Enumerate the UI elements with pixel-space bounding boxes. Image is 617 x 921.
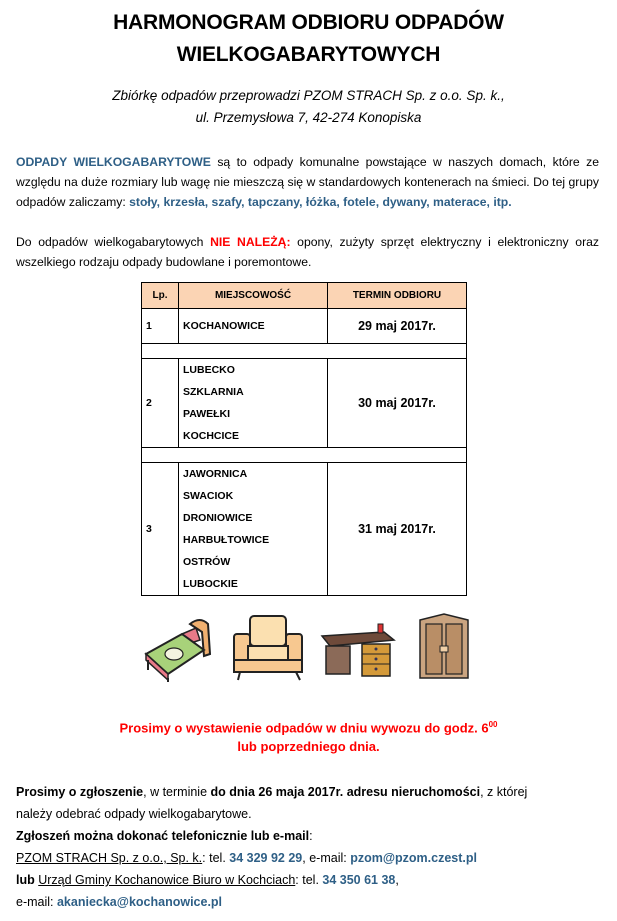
office-name: Urząd Gminy Kochanowice Biuro w Kochciach xyxy=(38,873,296,887)
row-places xyxy=(179,359,328,448)
bed-icon xyxy=(138,612,218,682)
contact-line-4 xyxy=(16,847,606,869)
table-row xyxy=(142,463,467,596)
contact-methods-label: Zgłoszeń można dokonać telefonicznie lub e-mail xyxy=(16,829,310,843)
text: lub xyxy=(16,873,35,887)
exclusions-emphasis: NIE NALEŻĄ: xyxy=(210,235,291,249)
office-phone-link[interactable]: 34 350 61 38 xyxy=(322,873,396,887)
text: : tel. xyxy=(202,851,230,865)
desk-icon xyxy=(318,612,398,682)
deadline: do dnia 26 maja 2017r. adresu nieruchomości xyxy=(210,785,481,799)
header-lp: Lp. xyxy=(142,283,179,309)
place-name: HARBUŁTOWICE xyxy=(183,534,270,546)
table-row xyxy=(142,359,467,448)
row-places xyxy=(179,309,328,344)
exclusions-paragraph xyxy=(16,232,599,272)
row-date: 29 maj 2017r. xyxy=(328,309,467,344)
wardrobe-icon xyxy=(414,612,474,682)
place-name: JAWORNICA xyxy=(183,468,248,480)
place-name: LUBECKO xyxy=(183,364,235,376)
place-name: PAWEŁKI xyxy=(183,408,231,420)
contact-line-5 xyxy=(16,869,606,891)
text: e-mail: xyxy=(16,895,57,909)
place-name: KOCHCICE xyxy=(183,430,240,442)
request-label: Prosimy o zgłoszenie xyxy=(16,785,144,799)
table-row xyxy=(142,309,467,344)
row-date: 30 maj 2017r. xyxy=(328,359,467,448)
row-lp: 2 xyxy=(142,359,179,448)
schedule-table xyxy=(141,282,467,596)
company-phone-link[interactable]: 34 329 92 29 xyxy=(229,851,303,865)
text: : xyxy=(309,829,313,843)
table-spacer-row xyxy=(142,344,467,359)
place-name: SZKLARNIA xyxy=(183,386,244,398)
place-name: KOCHANOWICE xyxy=(183,320,265,332)
row-lp: 1 xyxy=(142,309,179,344)
contact-line-6 xyxy=(16,891,606,913)
header-date: TERMIN ODBIORU xyxy=(328,283,467,309)
armchair-icon xyxy=(230,612,306,682)
exclusions-text: opony, zużyty sprzęt elektryczny i elektroniczny oraz wszelkiego rodzaju odpady budowlane i poremontowe. xyxy=(16,235,599,269)
place-name: LUBOCKIE xyxy=(183,578,238,590)
company-name: PZOM STRACH Sp. z o.o., Sp. k. xyxy=(16,851,203,865)
company-email-link[interactable]: pzom@pzom.czest.pl xyxy=(350,851,477,865)
page-title-line2: WIELKOGABARYTOWYCH xyxy=(176,43,441,66)
page-title-line1: HARMONOGRAM ODBIORU ODPADÓW xyxy=(113,11,504,34)
contact-section xyxy=(16,781,606,913)
text: , w terminie xyxy=(143,785,211,799)
row-date: 31 maj 2017r. xyxy=(328,463,467,596)
place-name: DRONIOWICE xyxy=(183,512,253,524)
row-lp: 3 xyxy=(142,463,179,596)
contact-line-2: należy odebrać odpady wielkogabarytowe. xyxy=(16,807,252,821)
exclusions-prefix: Do odpadów wielkogabarytowych xyxy=(16,235,211,249)
text: , e-mail: xyxy=(302,851,351,865)
place-name: SWACIOK xyxy=(183,490,234,502)
notice-text: Prosimy o wystawienie odpadów w dniu wywozu do godz. 6 xyxy=(119,720,489,736)
subtitle-line2: ul. Przemysłowa 7, 42-274 Konopiska xyxy=(195,110,422,125)
row-places xyxy=(179,463,328,596)
text: , xyxy=(395,873,399,887)
contact-line-1 xyxy=(16,781,606,803)
notice-line2: lub poprzedniego dnia. xyxy=(237,739,380,754)
text: : tel. xyxy=(295,873,323,887)
furniture-illustrations xyxy=(138,612,478,682)
table-spacer-row xyxy=(142,448,467,463)
table-header-row xyxy=(142,283,467,309)
contact-line-3 xyxy=(16,825,606,847)
intro-term: ODPADY WIELKOGABARYTOWE xyxy=(16,155,211,169)
header-place: MIEJSCOWOŚĆ xyxy=(179,283,328,309)
office-email-link[interactable]: akaniecka@kochanowice.pl xyxy=(56,895,223,909)
intro-paragraph xyxy=(16,152,599,212)
place-name: OSTRÓW xyxy=(183,556,231,568)
intro-text: są to odpady komunalne powstające w naszych domach, które ze względu na duże rozmiary lub wagę nie mieszczą się w standardowych kontenerach na śmieci. Do tej grupy odpadów zaliczamy: xyxy=(16,155,599,209)
intro-examples: stoły, krzesła, szafy, tapczany, łóżka, fotele, dywany, materace, itp. xyxy=(129,195,512,209)
subtitle-line1: Zbiórkę odpadów przeprowadzi PZOM STRACH Sp. z o.o. Sp. k., xyxy=(112,88,505,103)
text: , z której xyxy=(480,785,528,799)
notice-time-superscript: 00 xyxy=(488,720,498,729)
